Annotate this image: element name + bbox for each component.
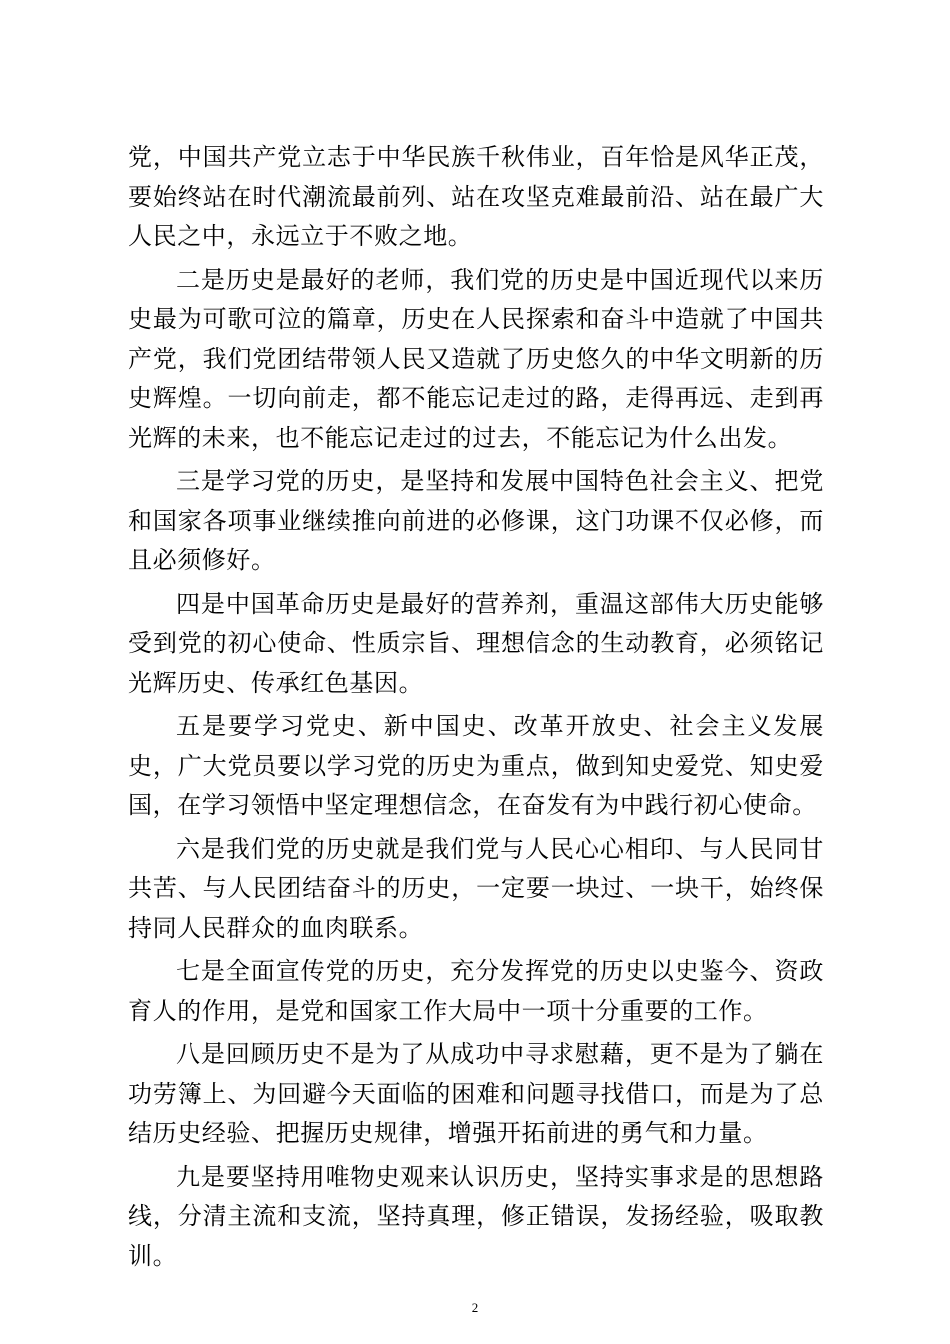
document-body bbox=[128, 138, 824, 1280]
page-number: 2 bbox=[471, 1300, 479, 1315]
paragraph-point-9: 九是要坚持用唯物史观来认识历史，坚持实事求是的思想路线，分清主流和支流，坚持真理，修正错误，发扬经验，吸取教训。 bbox=[128, 1162, 824, 1270]
paragraph-point-5: 五是要学习党史、新中国史、改革开放史、社会主义发展史，广大党员要以学习党的历史为重点，做到知史爱党、知史爱国，在学习领悟中坚定理想信念，在奋发有为中践行初心使命。 bbox=[128, 712, 824, 819]
paragraph-point-8: 八是回顾历史不是为了从成功中寻求慰藉，更不是为了躺在功劳簿上、为回避今天面临的困难和问题寻找借口，而是为了总结历史经验、把握历史规律，增强开拓前进的勇气和力量。 bbox=[128, 1040, 824, 1147]
paragraph-point-4: 四是中国革命历史是最好的营养剂，重温这部伟大历史能够受到党的初心使命、性质宗旨、理想信念的生动教育，必须铭记光辉历史、传承红色基因。 bbox=[128, 589, 824, 697]
paragraph-point-6: 六是我们党的历史就是我们党与人民心心相印、与人民同甘共苦、与人民团结奋斗的历史，一定要一块过、一块干，始终保持同人民群众的血肉联系。 bbox=[128, 834, 824, 942]
paragraph-continuation: 党，中国共产党立志于中华民族千秋伟业，百年恰是风华正茂，要始终站在时代潮流最前列、站在攻坚克难最前沿、站在最广大人民之中，永远立于不败之地。 bbox=[128, 143, 824, 250]
paragraph-point-2: 二是历史是最好的老师，我们党的历史是中国近现代以来历史最为可歌可泣的篇章，历史在人民探索和奋斗中造就了中国共产党，我们党团结带领人民又造就了历史悠久的中华文明新的历史辉煌。一切向前走，都不能忘记走过的路，走得再远、走到再光辉的未来，也不能忘记走过的过去，不能忘记为什么出发。 bbox=[128, 265, 824, 452]
paragraph-point-3: 三是学习党的历史，是坚持和发展中国特色社会主义、把党和国家各项事业继续推向前进的必修课，这门功课不仅必修，而且必须修好。 bbox=[128, 467, 824, 574]
paragraph-point-7: 七是全面宣传党的历史，充分发挥党的历史以史鉴今、资政育人的作用，是党和国家工作大局中一项十分重要的工作。 bbox=[128, 957, 824, 1025]
